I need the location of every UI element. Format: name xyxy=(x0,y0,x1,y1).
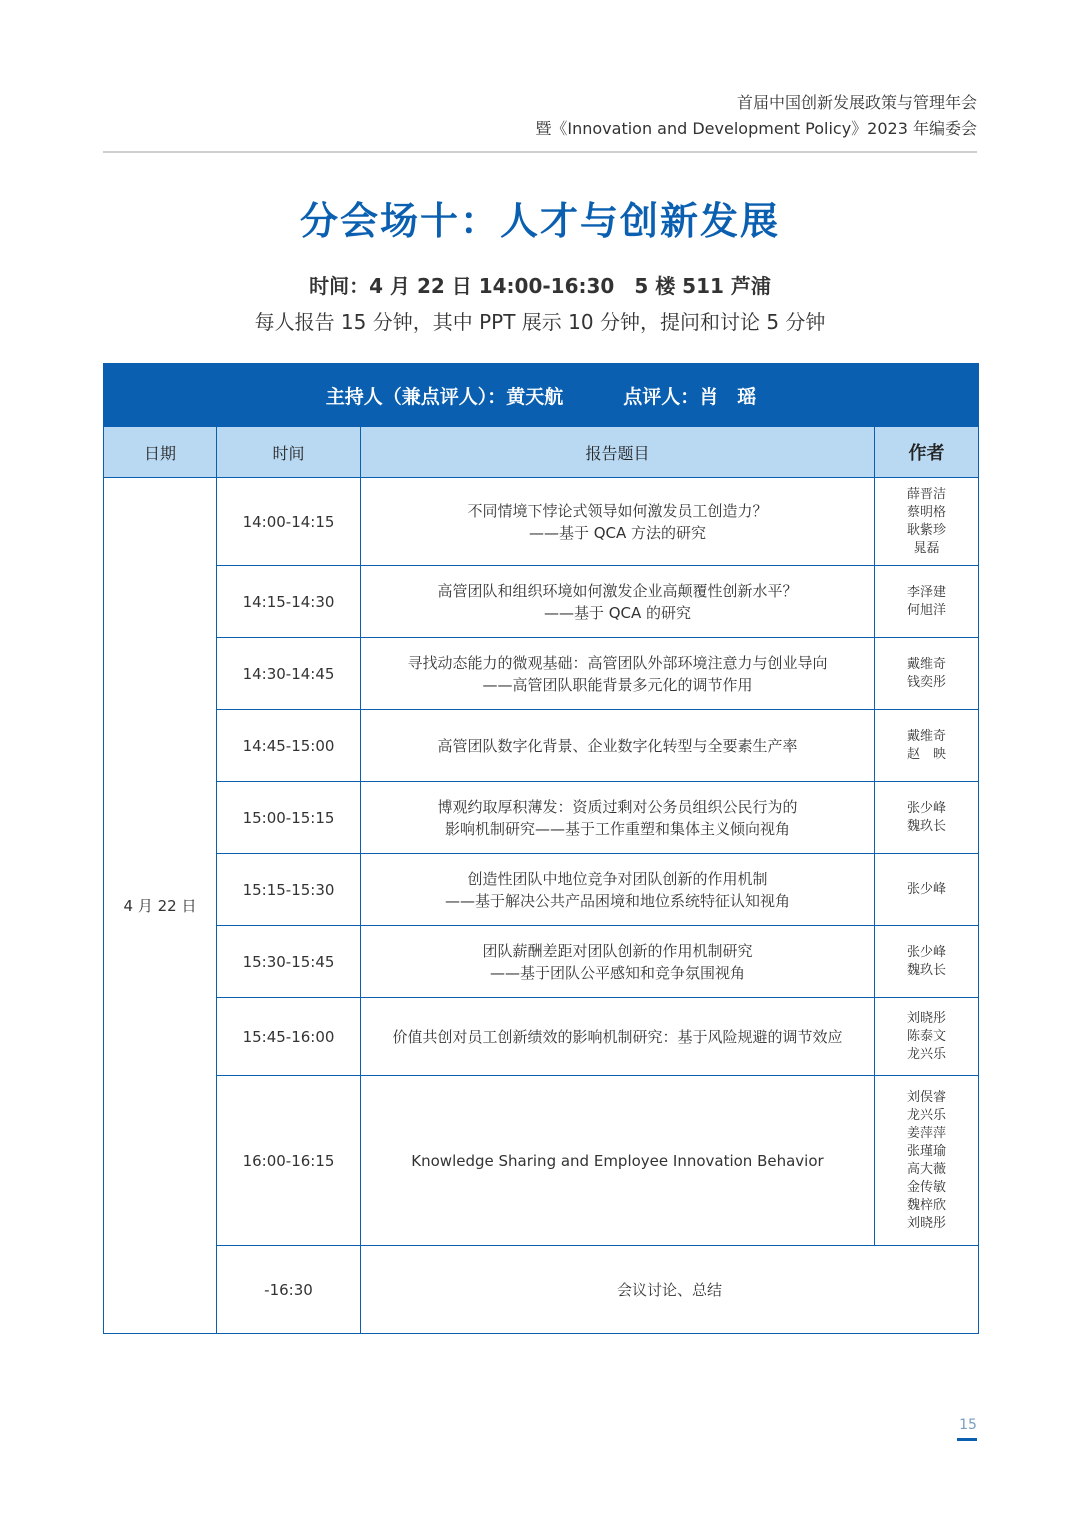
author-name: 张少峰 xyxy=(907,881,947,897)
time-cell: 15:15-15:30 xyxy=(217,854,361,926)
authors-cell xyxy=(875,998,979,1076)
author-name: 陈泰文 xyxy=(907,1028,947,1044)
author-name: 张瑾瑜 xyxy=(907,1143,947,1159)
page-number-bar xyxy=(957,1438,977,1441)
table-row xyxy=(104,1076,979,1246)
topic-line-1: 博观约取厚积薄发：资质过剩对公务员组织公民行为的 xyxy=(437,797,798,816)
topic-line-1: Knowledge Sharing and Employee Innovation Behavior xyxy=(411,1151,824,1170)
time-cell: 14:00-14:15 xyxy=(217,478,361,566)
closing-time-cell: -16:30 xyxy=(217,1246,361,1334)
col-header-time: 时间 xyxy=(217,427,361,478)
topic-cell xyxy=(361,638,875,710)
authors-cell xyxy=(875,638,979,710)
authors-cell xyxy=(875,782,979,854)
time-cell: 16:00-16:15 xyxy=(217,1076,361,1246)
author-name: 蔡明格 xyxy=(907,504,947,520)
date-cell: 4 月 22 日 xyxy=(104,478,217,1334)
author-name: 钱奕彤 xyxy=(907,674,947,690)
time-cell: 15:00-15:15 xyxy=(217,782,361,854)
authors-cell xyxy=(875,1076,979,1246)
topic-cell xyxy=(361,782,875,854)
author-name: 金传敏 xyxy=(907,1179,947,1195)
host-row xyxy=(104,364,979,427)
topic-cell xyxy=(361,566,875,638)
schedule-body xyxy=(104,478,979,1334)
time-cell: 15:30-15:45 xyxy=(217,926,361,998)
topic-cell xyxy=(361,710,875,782)
topic-line-1: 不同情境下悖论式领导如何激发员工创造力？ xyxy=(467,501,768,520)
topic-line-2: ——基于 QCA 的研究 xyxy=(543,603,692,622)
author-name: 赵 映 xyxy=(907,746,947,762)
host-label: 主持人（兼点评人）：黄天航 xyxy=(325,385,564,408)
author-name: 刘晓彤 xyxy=(907,1010,947,1026)
authors-cell xyxy=(875,478,979,566)
reviewer-label: 点评人：肖 瑶 xyxy=(623,385,757,408)
header-line-1: 首届中国创新发展政策与管理年会 xyxy=(736,93,977,112)
table-row xyxy=(104,478,979,566)
table-row xyxy=(104,782,979,854)
table-row xyxy=(104,854,979,926)
author-name: 龙兴乐 xyxy=(907,1046,947,1062)
author-name: 张少峰 xyxy=(907,944,947,960)
topic-cell xyxy=(361,478,875,566)
topic-line-1: 价值共创对员工创新绩效的影响机制研究：基于风险规避的调节效应 xyxy=(392,1027,843,1046)
topic-line-2: ——基于解决公共产品困境和地位系统特征认知视角 xyxy=(444,891,790,910)
time-cell: 14:15-14:30 xyxy=(217,566,361,638)
header-line-2: 暨《Innovation and Development Policy》2023 年编委会 xyxy=(535,119,977,138)
column-header-row xyxy=(104,427,979,478)
author-name: 李泽建 xyxy=(907,584,947,600)
author-name: 刘俣睿 xyxy=(907,1089,947,1105)
closing-topic-cell: 会议讨论、总结 xyxy=(361,1246,979,1334)
author-name: 耿紫珍 xyxy=(907,522,947,538)
schedule-table xyxy=(103,363,979,1334)
topic-line-1: 团队薪酬差距对团队创新的作用机制研究 xyxy=(482,941,753,960)
topic-line-2: ——高管团队职能背景多元化的调节作用 xyxy=(482,675,753,694)
host-cell xyxy=(104,364,979,427)
author-name: 何旭洋 xyxy=(907,602,947,618)
col-header-topic: 报告题目 xyxy=(361,427,875,478)
time-cell: 15:45-16:00 xyxy=(217,998,361,1076)
author-name: 魏玖长 xyxy=(907,962,947,978)
page-number: 15 xyxy=(959,1417,977,1433)
session-rule: 每人报告 15 分钟，其中 PPT 展示 10 分钟，提问和讨论 5 分钟 xyxy=(254,310,826,334)
col-header-date: 日期 xyxy=(104,427,217,478)
topic-line-1: 高管团队数字化背景、企业数字化转型与全要素生产率 xyxy=(437,736,798,755)
authors-cell xyxy=(875,926,979,998)
author-name: 薛晋洁 xyxy=(907,486,947,502)
topic-line-2: ——基于 QCA 方法的研究 xyxy=(528,523,707,542)
table-row xyxy=(104,638,979,710)
authors-cell xyxy=(875,710,979,782)
topic-line-2: ——基于团队公平感知和竞争氛围视角 xyxy=(489,963,745,982)
running-header xyxy=(535,90,977,142)
author-name: 魏玖长 xyxy=(907,818,947,834)
table-row xyxy=(104,998,979,1076)
topic-line-1: 高管团队和组织环境如何激发企业高颠覆性创新水平？ xyxy=(437,581,798,600)
table-row xyxy=(104,566,979,638)
author-name: 高大薇 xyxy=(907,1161,947,1177)
author-name: 魏梓欣 xyxy=(907,1197,947,1213)
topic-cell xyxy=(361,926,875,998)
topic-cell xyxy=(361,854,875,926)
author-name: 张少峰 xyxy=(907,800,947,816)
topic-cell xyxy=(361,998,875,1076)
author-name: 晁磊 xyxy=(913,540,940,556)
authors-cell xyxy=(875,854,979,926)
topic-cell xyxy=(361,1076,875,1246)
header-divider xyxy=(103,151,977,153)
page-title: 分会场十：人才与创新发展 xyxy=(299,199,780,243)
time-cell: 14:30-14:45 xyxy=(217,638,361,710)
topic-line-2: 影响机制研究——基于工作重塑和集体主义倾向视角 xyxy=(444,819,790,838)
col-header-authors: 作者 xyxy=(875,427,979,478)
topic-line-1: 寻找动态能力的微观基础：高管团队外部环境注意力与创业导向 xyxy=(407,653,828,672)
table-row xyxy=(104,710,979,782)
time-cell: 14:45-15:00 xyxy=(217,710,361,782)
author-name: 姜萍萍 xyxy=(907,1125,947,1141)
author-name: 戴维奇 xyxy=(907,656,947,672)
table-row xyxy=(104,926,979,998)
topic-line-1: 创造性团队中地位竞争对团队创新的作用机制 xyxy=(467,869,768,888)
author-name: 戴维奇 xyxy=(907,728,947,744)
author-name: 龙兴乐 xyxy=(907,1107,947,1123)
author-name: 刘晓彤 xyxy=(907,1215,947,1231)
authors-cell xyxy=(875,566,979,638)
session-time-place: 时间：4 月 22 日 14:00-16:30 5 楼 511 芦浦 xyxy=(309,274,771,298)
closing-row xyxy=(104,1246,979,1334)
